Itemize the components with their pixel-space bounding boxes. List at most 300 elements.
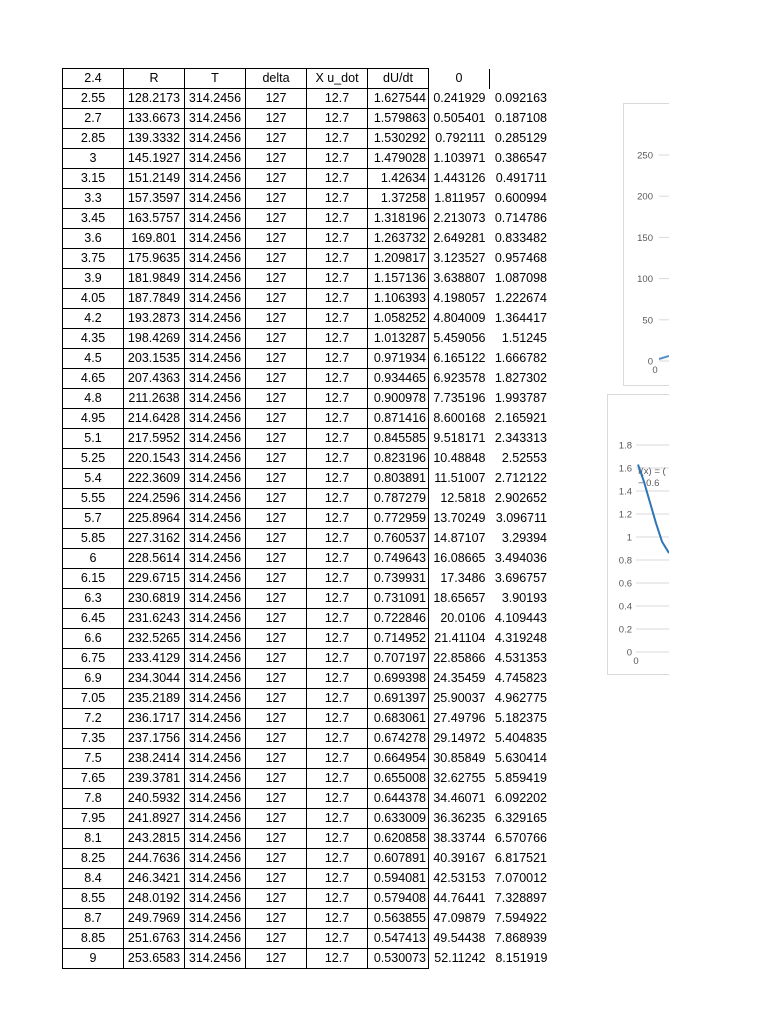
table-cell[interactable]: 127 [246, 789, 307, 809]
table-cell[interactable]: 314.2456 [185, 149, 246, 169]
table-cell[interactable]: 314.2456 [185, 529, 246, 549]
table-cell[interactable]: 0.772959 [368, 509, 429, 529]
table-cell[interactable]: 6.570766 [494, 831, 547, 845]
table-cell[interactable]: 187.7849 [124, 289, 185, 309]
table-cell[interactable]: 4.804009 [433, 311, 486, 325]
table-cell[interactable]: 7.070012 [494, 871, 547, 885]
table-cell[interactable]: 3.494036 [494, 551, 547, 565]
table-cell[interactable]: 314.2456 [185, 449, 246, 469]
table-cell[interactable]: 127 [246, 549, 307, 569]
header-cell[interactable]: delta [246, 69, 307, 89]
table-cell[interactable]: 8.85 [63, 929, 124, 949]
table-cell[interactable]: 12.7 [307, 649, 368, 669]
table-cell[interactable]: 1.318196 [368, 209, 429, 229]
table-cell[interactable]: 12.7 [307, 729, 368, 749]
table-cell[interactable]: 163.5757 [124, 209, 185, 229]
table-cell[interactable]: 25.90037 [433, 691, 486, 705]
table-cell[interactable]: 12.7 [307, 669, 368, 689]
table-cell[interactable]: 8.600168 [433, 411, 486, 425]
table-cell[interactable]: 127 [246, 589, 307, 609]
table-cell[interactable]: 314.2456 [185, 769, 246, 789]
table-cell[interactable]: 12.7 [307, 429, 368, 449]
table-cell[interactable]: 2.213073 [433, 211, 486, 225]
table-cell[interactable]: 12.7 [307, 629, 368, 649]
table-cell[interactable]: 127 [246, 469, 307, 489]
table-cell[interactable]: 2.55 [63, 89, 124, 109]
table-cell[interactable]: 0.823196 [368, 449, 429, 469]
table-cell[interactable]: 7.35 [63, 729, 124, 749]
table-cell[interactable]: 314.2456 [185, 649, 246, 669]
table-cell[interactable]: 230.6819 [124, 589, 185, 609]
table-cell[interactable]: 251.6763 [124, 929, 185, 949]
table-cell[interactable]: 314.2456 [185, 409, 246, 429]
table-cell[interactable]: 1.157136 [368, 269, 429, 289]
line-chart-top[interactable] [623, 103, 669, 386]
table-cell[interactable]: 12.7 [307, 749, 368, 769]
table-cell[interactable]: 314.2456 [185, 269, 246, 289]
table-cell[interactable]: 0.833482 [494, 231, 547, 245]
table-cell[interactable]: 6 [63, 549, 124, 569]
table-cell[interactable]: 3.15 [63, 169, 124, 189]
table-cell[interactable]: 127 [246, 229, 307, 249]
table-cell[interactable]: 1.103971 [433, 151, 486, 165]
table-cell[interactable]: 1.42634 [368, 169, 429, 189]
empty-cell[interactable] [490, 69, 552, 89]
table-cell[interactable]: 1.811957 [434, 191, 486, 205]
header-cell[interactable]: 0 [429, 69, 490, 89]
table-cell[interactable]: 12.7 [307, 249, 368, 269]
table-cell[interactable]: 127 [246, 929, 307, 949]
table-cell[interactable]: 127 [246, 269, 307, 289]
table-cell[interactable]: 4.2 [63, 309, 124, 329]
table-cell[interactable]: 211.2638 [124, 389, 185, 409]
table-cell[interactable]: 127 [246, 349, 307, 369]
table-cell[interactable]: 203.1535 [124, 349, 185, 369]
table-cell[interactable]: 127 [246, 909, 307, 929]
table-cell[interactable]: 0.285129 [494, 131, 547, 145]
table-cell[interactable]: 13.70249 [433, 511, 486, 525]
table-cell[interactable]: 12.7 [307, 409, 368, 429]
table-cell[interactable]: 3.3 [63, 189, 124, 209]
table-cell[interactable]: 3.123527 [433, 251, 486, 265]
table-cell[interactable]: 12.7 [307, 389, 368, 409]
table-cell[interactable]: 314.2456 [185, 949, 246, 969]
table-cell[interactable]: 1.013287 [368, 329, 429, 349]
table-cell[interactable]: 127 [246, 889, 307, 909]
table-cell[interactable]: 12.7 [307, 589, 368, 609]
table-cell[interactable]: 0.505401 [433, 111, 486, 125]
table-cell[interactable]: 314.2456 [185, 89, 246, 109]
table-cell[interactable]: 44.76441 [433, 891, 486, 905]
table-cell[interactable]: 127 [246, 129, 307, 149]
table-cell[interactable]: 314.2456 [185, 169, 246, 189]
table-cell[interactable]: 228.5614 [124, 549, 185, 569]
table-cell[interactable]: 7.8 [63, 789, 124, 809]
table-cell[interactable]: 12.7 [307, 549, 368, 569]
table-cell[interactable]: 14.87107 [433, 531, 486, 545]
table-cell[interactable]: 5.1 [63, 429, 124, 449]
table-cell[interactable]: 22.85866 [433, 651, 486, 665]
table-cell[interactable]: 12.7 [307, 89, 368, 109]
table-cell[interactable]: 5.85 [63, 529, 124, 549]
table-cell[interactable]: 127 [246, 209, 307, 229]
table-cell[interactable]: 30.85849 [433, 751, 486, 765]
table-cell[interactable]: 6.329165 [494, 811, 547, 825]
table-cell[interactable]: 12.7 [307, 689, 368, 709]
table-cell[interactable]: 12.7 [307, 109, 368, 129]
table-cell[interactable]: 4.65 [63, 369, 124, 389]
table-cell[interactable]: 4.109443 [494, 611, 547, 625]
table-cell[interactable]: 12.7 [307, 169, 368, 189]
table-cell[interactable]: 0.760537 [368, 529, 429, 549]
table-cell[interactable]: 12.5818 [440, 491, 486, 505]
table-cell[interactable]: 0.633009 [368, 809, 429, 829]
table-cell[interactable]: 314.2456 [185, 389, 246, 409]
table-cell[interactable]: 12.7 [307, 809, 368, 829]
table-cell[interactable]: 0.579408 [368, 889, 429, 909]
table-cell[interactable]: 4.8 [63, 389, 124, 409]
trendline-chart-bottom[interactable] [607, 394, 669, 675]
table-cell[interactable]: 127 [246, 329, 307, 349]
table-cell[interactable]: 314.2456 [185, 629, 246, 649]
table-cell[interactable]: 127 [246, 369, 307, 389]
table-cell[interactable]: 8.25 [63, 849, 124, 869]
table-cell[interactable]: 8.4 [63, 869, 124, 889]
table-cell[interactable]: 2.343313 [494, 431, 547, 445]
table-cell[interactable]: 0.655008 [368, 769, 429, 789]
header-cell[interactable]: R [124, 69, 185, 89]
table-cell[interactable]: 10.48848 [433, 451, 486, 465]
table-cell[interactable]: 12.7 [307, 129, 368, 149]
table-cell[interactable]: 0.845585 [368, 429, 429, 449]
table-cell[interactable]: 0.241929 [433, 91, 486, 105]
table-cell[interactable]: 314.2456 [185, 329, 246, 349]
table-cell[interactable]: 240.5932 [124, 789, 185, 809]
table-cell[interactable]: 6.092202 [494, 791, 547, 805]
table-cell[interactable]: 0.607891 [368, 849, 429, 869]
table-cell[interactable]: 12.7 [307, 469, 368, 489]
table-cell[interactable]: 1.058252 [368, 309, 429, 329]
table-cell[interactable]: 233.4129 [124, 649, 185, 669]
table-cell[interactable]: 239.3781 [124, 769, 185, 789]
table-cell[interactable]: 18.65657 [433, 591, 486, 605]
table-cell[interactable]: 1.209817 [368, 249, 429, 269]
table-cell[interactable]: 314.2456 [185, 729, 246, 749]
table-cell[interactable]: 248.0192 [124, 889, 185, 909]
table-cell[interactable]: 127 [246, 449, 307, 469]
table-cell[interactable]: 1.222674 [494, 291, 547, 305]
table-cell[interactable]: 2.712122 [494, 471, 547, 485]
table-cell[interactable]: 8.55 [63, 889, 124, 909]
table-cell[interactable]: 4.35 [63, 329, 124, 349]
table-cell[interactable]: 314.2456 [185, 469, 246, 489]
header-cell[interactable]: X u_dot [307, 69, 368, 89]
table-cell[interactable]: 5.7 [63, 509, 124, 529]
table-cell[interactable]: 314.2456 [185, 509, 246, 529]
table-cell[interactable]: 4.5 [63, 349, 124, 369]
table-cell[interactable]: 0.707197 [368, 649, 429, 669]
table-cell[interactable]: 4.962775 [494, 691, 547, 705]
table-cell[interactable]: 314.2456 [185, 489, 246, 509]
table-cell[interactable]: 128.2173 [124, 89, 185, 109]
table-cell[interactable]: 5.630414 [494, 751, 547, 765]
header-cell[interactable]: T [185, 69, 246, 89]
table-cell[interactable]: 2.649281 [433, 231, 486, 245]
table-cell[interactable]: 12.7 [307, 509, 368, 529]
table-cell[interactable]: 157.3597 [124, 189, 185, 209]
table-cell[interactable]: 127 [246, 529, 307, 549]
table-cell[interactable]: 12.7 [307, 329, 368, 349]
table-cell[interactable]: 127 [246, 89, 307, 109]
table-cell[interactable]: 29.14972 [433, 731, 486, 745]
table-cell[interactable]: 314.2456 [185, 189, 246, 209]
table-cell[interactable]: 3 [63, 149, 124, 169]
table-cell[interactable]: 9 [63, 949, 124, 969]
table-cell[interactable]: 4.95 [63, 409, 124, 429]
table-cell[interactable]: 6.15 [63, 569, 124, 589]
table-cell[interactable]: 232.5265 [124, 629, 185, 649]
table-cell[interactable]: 0.691397 [368, 689, 429, 709]
table-cell[interactable]: 237.1756 [124, 729, 185, 749]
table-cell[interactable]: 0.664954 [368, 749, 429, 769]
table-cell[interactable]: 127 [246, 809, 307, 829]
table-cell[interactable]: 127 [246, 429, 307, 449]
table-cell[interactable]: 12.7 [307, 569, 368, 589]
table-cell[interactable]: 127 [246, 769, 307, 789]
table-cell[interactable]: 314.2456 [185, 109, 246, 129]
table-cell[interactable]: 314.2456 [185, 609, 246, 629]
table-cell[interactable]: 314.2456 [185, 789, 246, 809]
table-cell[interactable]: 229.6715 [124, 569, 185, 589]
table-cell[interactable]: 12.7 [307, 289, 368, 309]
table-cell[interactable]: 314.2456 [185, 689, 246, 709]
table-cell[interactable]: 17.3486 [440, 571, 486, 585]
table-cell[interactable]: 169.801 [124, 229, 185, 249]
table-cell[interactable]: 0.739931 [368, 569, 429, 589]
table-cell[interactable]: 241.8927 [124, 809, 185, 829]
table-cell[interactable]: 7.594922 [494, 911, 547, 925]
table-cell[interactable]: 127 [246, 869, 307, 889]
table-cell[interactable]: 1.579863 [368, 109, 429, 129]
table-cell[interactable]: 127 [246, 389, 307, 409]
table-cell[interactable]: 5.859419 [494, 771, 547, 785]
table-cell[interactable]: 214.6428 [124, 409, 185, 429]
header-cell[interactable]: 2.4 [63, 69, 124, 89]
table-cell[interactable]: 4.745823 [494, 671, 547, 685]
table-cell[interactable]: 0.749643 [368, 549, 429, 569]
table-cell[interactable]: 314.2456 [185, 369, 246, 389]
table-cell[interactable]: 235.2189 [124, 689, 185, 709]
table-cell[interactable]: 0.600994 [494, 191, 547, 205]
table-cell[interactable]: 12.7 [307, 949, 368, 969]
table-cell[interactable]: 1.530292 [368, 129, 429, 149]
table-cell[interactable]: 9.518171 [433, 431, 486, 445]
table-cell[interactable]: 314.2456 [185, 229, 246, 249]
table-cell[interactable]: 6.9 [63, 669, 124, 689]
table-cell[interactable]: 234.3044 [124, 669, 185, 689]
table-cell[interactable]: 181.9849 [124, 269, 185, 289]
table-cell[interactable]: 12.7 [307, 189, 368, 209]
table-cell[interactable]: 127 [246, 189, 307, 209]
table-cell[interactable]: 7.95 [63, 809, 124, 829]
table-cell[interactable]: 4.05 [63, 289, 124, 309]
table-cell[interactable]: 12.7 [307, 609, 368, 629]
table-cell[interactable]: 314.2456 [185, 209, 246, 229]
table-cell[interactable]: 127 [246, 109, 307, 129]
table-cell[interactable]: 12.7 [307, 889, 368, 909]
table-cell[interactable]: 12.7 [307, 929, 368, 949]
table-cell[interactable]: 127 [246, 729, 307, 749]
table-cell[interactable]: 5.55 [63, 489, 124, 509]
table-cell[interactable]: 0.714952 [368, 629, 429, 649]
table-cell[interactable]: 314.2456 [185, 569, 246, 589]
table-cell[interactable]: 314.2456 [185, 129, 246, 149]
table-cell[interactable]: 222.3609 [124, 469, 185, 489]
table-cell[interactable]: 231.6243 [124, 609, 185, 629]
table-cell[interactable]: 314.2456 [185, 749, 246, 769]
table-cell[interactable]: 220.1543 [124, 449, 185, 469]
table-cell[interactable]: 34.46071 [433, 791, 486, 805]
table-cell[interactable]: 3.6 [63, 229, 124, 249]
table-cell[interactable]: 0.787279 [368, 489, 429, 509]
table-cell[interactable]: 5.404835 [494, 731, 547, 745]
table-cell[interactable]: 5.459056 [433, 331, 486, 345]
table-cell[interactable]: 0.386547 [494, 151, 547, 165]
table-cell[interactable]: 6.45 [63, 609, 124, 629]
table-cell[interactable]: 314.2456 [185, 429, 246, 449]
table-cell[interactable]: 2.85 [63, 129, 124, 149]
table-cell[interactable]: 3.9 [63, 269, 124, 289]
table-cell[interactable]: 139.3332 [124, 129, 185, 149]
table-cell[interactable]: 314.2456 [185, 669, 246, 689]
table-cell[interactable]: 127 [246, 289, 307, 309]
table-cell[interactable]: 225.8964 [124, 509, 185, 529]
table-cell[interactable]: 127 [246, 849, 307, 869]
table-cell[interactable]: 0.792111 [435, 131, 486, 145]
table-cell[interactable]: 12.7 [307, 869, 368, 889]
table-cell[interactable]: 12.7 [307, 849, 368, 869]
table-cell[interactable]: 20.0106 [440, 611, 486, 625]
table-cell[interactable]: 127 [246, 669, 307, 689]
table-cell[interactable]: 0.674278 [368, 729, 429, 749]
table-cell[interactable]: 12.7 [307, 149, 368, 169]
table-cell[interactable]: 4.531353 [494, 651, 547, 665]
table-cell[interactable]: 127 [246, 169, 307, 189]
table-cell[interactable]: 40.39167 [433, 851, 486, 865]
table-cell[interactable]: 1.087098 [494, 271, 547, 285]
table-cell[interactable]: 0.187108 [494, 111, 547, 125]
table-cell[interactable]: 127 [246, 629, 307, 649]
table-cell[interactable]: 12.7 [307, 529, 368, 549]
table-cell[interactable]: 1.627544 [368, 89, 429, 109]
table-cell[interactable]: 314.2456 [185, 709, 246, 729]
table-cell[interactable]: 227.3162 [124, 529, 185, 549]
table-cell[interactable]: 6.75 [63, 649, 124, 669]
table-cell[interactable]: 11.51007 [434, 471, 486, 485]
table-cell[interactable]: 127 [246, 409, 307, 429]
table-cell[interactable]: 3.45 [63, 209, 124, 229]
table-cell[interactable]: 314.2456 [185, 349, 246, 369]
table-cell[interactable]: 12.7 [307, 269, 368, 289]
table-cell[interactable]: 12.7 [307, 369, 368, 389]
table-cell[interactable]: 314.2456 [185, 869, 246, 889]
table-cell[interactable]: 2.52553 [501, 451, 547, 465]
table-cell[interactable]: 1.443126 [433, 171, 486, 185]
table-cell[interactable]: 127 [246, 609, 307, 629]
table-cell[interactable]: 145.1927 [124, 149, 185, 169]
table-cell[interactable]: 198.4269 [124, 329, 185, 349]
table-cell[interactable]: 12.7 [307, 789, 368, 809]
table-cell[interactable]: 314.2456 [185, 289, 246, 309]
table-cell[interactable]: 314.2456 [185, 309, 246, 329]
table-cell[interactable]: 0.934465 [368, 369, 429, 389]
table-cell[interactable]: 1.263732 [368, 229, 429, 249]
table-cell[interactable]: 5.4 [63, 469, 124, 489]
table-cell[interactable]: 1.827302 [494, 371, 547, 385]
table-cell[interactable]: 7.65 [63, 769, 124, 789]
table-cell[interactable]: 0.971934 [368, 349, 429, 369]
table-cell[interactable]: 0.644378 [368, 789, 429, 809]
table-cell[interactable]: 12.7 [307, 309, 368, 329]
table-cell[interactable]: 151.2149 [124, 169, 185, 189]
table-cell[interactable]: 236.1717 [124, 709, 185, 729]
table-cell[interactable]: 249.7969 [124, 909, 185, 929]
table-cell[interactable]: 243.2815 [124, 829, 185, 849]
table-cell[interactable]: 16.08665 [433, 551, 486, 565]
table-cell[interactable]: 12.7 [307, 209, 368, 229]
table-cell[interactable]: 42.53153 [433, 871, 486, 885]
table-cell[interactable]: 253.6583 [124, 949, 185, 969]
table-cell[interactable]: 127 [246, 949, 307, 969]
table-cell[interactable]: 52.11242 [434, 951, 486, 965]
table-cell[interactable]: 7.328897 [494, 891, 547, 905]
table-cell[interactable]: 1.51245 [501, 331, 547, 345]
table-cell[interactable]: 0.563855 [368, 909, 429, 929]
table-cell[interactable]: 0.900978 [368, 389, 429, 409]
table-cell[interactable]: 1.364417 [494, 311, 547, 325]
table-cell[interactable]: 6.923578 [433, 371, 486, 385]
table-cell[interactable]: 3.096711 [495, 511, 547, 525]
table-cell[interactable]: 36.36235 [433, 811, 486, 825]
table-cell[interactable]: 0.491711 [495, 171, 547, 185]
table-cell[interactable]: 7.5 [63, 749, 124, 769]
table-cell[interactable]: 0.547413 [368, 929, 429, 949]
table-cell[interactable]: 21.41104 [434, 631, 486, 645]
table-cell[interactable]: 2.7 [63, 109, 124, 129]
table-cell[interactable]: 2.165921 [494, 411, 547, 425]
table-cell[interactable]: 4.198057 [433, 291, 486, 305]
table-cell[interactable]: 0.620858 [368, 829, 429, 849]
table-cell[interactable]: 12.7 [307, 709, 368, 729]
table-cell[interactable]: 314.2456 [185, 909, 246, 929]
table-cell[interactable]: 7.868939 [494, 931, 547, 945]
table-cell[interactable]: 127 [246, 829, 307, 849]
table-cell[interactable]: 7.735196 [433, 391, 486, 405]
table-cell[interactable]: 1.666782 [494, 351, 547, 365]
table-cell[interactable]: 0.871416 [368, 409, 429, 429]
table-cell[interactable]: 12.7 [307, 829, 368, 849]
table-cell[interactable]: 127 [246, 149, 307, 169]
table-cell[interactable]: 224.2596 [124, 489, 185, 509]
table-cell[interactable]: 127 [246, 489, 307, 509]
table-cell[interactable]: 12.7 [307, 229, 368, 249]
table-cell[interactable]: 6.165122 [433, 351, 486, 365]
table-cell[interactable]: 12.7 [307, 449, 368, 469]
table-cell[interactable]: 207.4363 [124, 369, 185, 389]
table-cell[interactable]: 12.7 [307, 489, 368, 509]
table-cell[interactable]: 7.2 [63, 709, 124, 729]
table-cell[interactable]: 32.62755 [433, 771, 486, 785]
